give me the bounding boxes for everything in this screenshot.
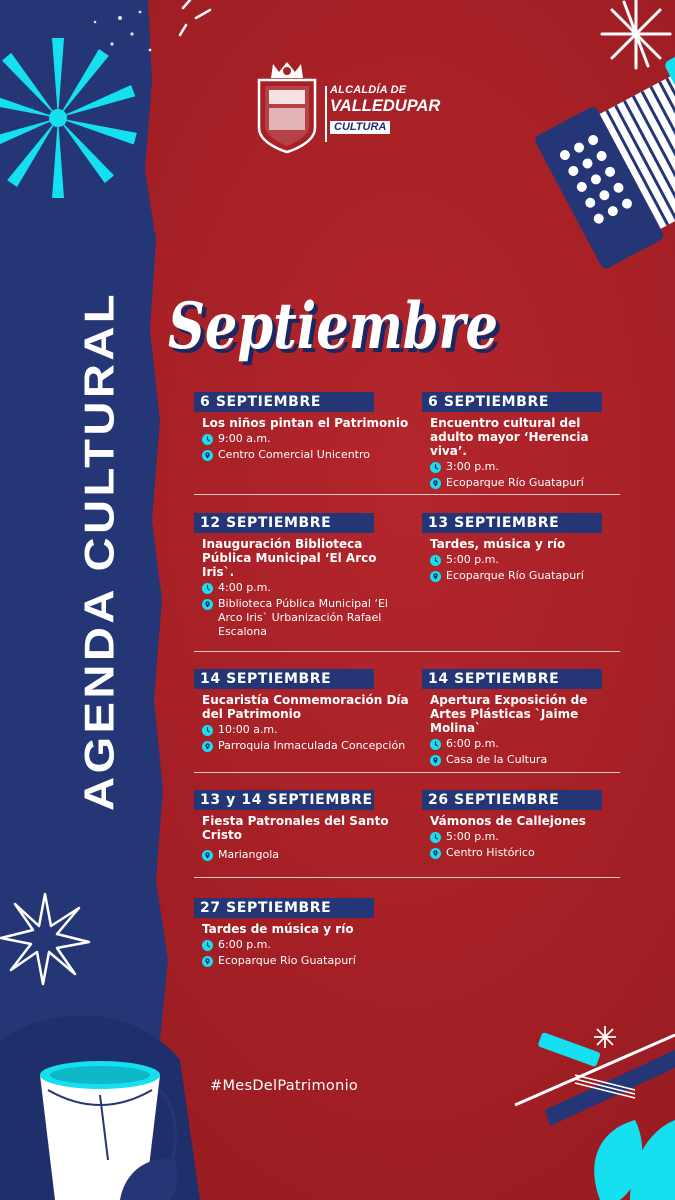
coat-of-arms-icon xyxy=(259,62,315,152)
event-time-row xyxy=(202,432,412,446)
svg-text:Septiembre: Septiembre xyxy=(168,289,498,364)
event-item xyxy=(194,898,412,968)
event-time-row xyxy=(202,938,412,952)
clock-icon xyxy=(202,940,213,951)
event-title: Fiesta Patronales del Santo Cristo xyxy=(202,814,389,842)
event-date: 13 y 14 SEPTIEMBRE xyxy=(194,790,374,810)
event-place: Centro Comercial Unicentro xyxy=(218,448,371,461)
event-time: 10:00 a.m. xyxy=(218,723,278,736)
event-place: Parroquia Inmaculada Concepción xyxy=(218,739,406,752)
clock-icon xyxy=(202,434,213,445)
event-item xyxy=(422,669,622,767)
event-item xyxy=(422,392,622,490)
guacharaca-icon xyxy=(515,1026,675,1126)
event-title: Los niños pintan el Patrimonio xyxy=(202,416,409,430)
event-time-row xyxy=(202,581,412,595)
divider xyxy=(194,494,620,495)
event-item xyxy=(194,669,412,753)
event-place-row xyxy=(430,569,622,583)
event-time-row xyxy=(202,723,412,737)
event-date: 12 SEPTIEMBRE xyxy=(194,513,374,533)
firework-icon xyxy=(602,0,670,68)
event-time: 3:00 p.m. xyxy=(446,460,499,473)
month-title xyxy=(168,270,508,380)
location-pin-icon xyxy=(202,850,213,861)
event-title: Tardes de música y río xyxy=(202,922,354,936)
event-item xyxy=(422,790,622,860)
event-date: 27 SEPTIEMBRE xyxy=(194,898,374,918)
event-place-row xyxy=(202,739,412,753)
event-date: 13 SEPTIEMBRE xyxy=(422,513,602,533)
clock-icon xyxy=(202,725,213,736)
hashtag: #MesDelPatrimonio xyxy=(210,1078,359,1094)
event-time: 6:00 p.m. xyxy=(218,938,271,951)
location-pin-icon xyxy=(430,571,441,582)
event-place-row xyxy=(202,597,412,639)
event-place-row xyxy=(430,753,622,767)
divider xyxy=(194,651,620,652)
divider xyxy=(194,877,620,878)
clock-icon xyxy=(430,832,441,843)
event-place: Ecoparque Río Guatapurí xyxy=(446,569,584,582)
location-pin-icon xyxy=(430,755,441,766)
side-title xyxy=(54,281,144,821)
svg-text:AGENDA CULTURAL: AGENDA CULTURAL xyxy=(75,348,123,811)
event-date: 14 SEPTIEMBRE xyxy=(194,669,374,689)
clock-icon xyxy=(430,555,441,566)
location-pin-icon xyxy=(202,599,213,610)
event-title: Tardes, música y río xyxy=(430,537,566,551)
event-time-row xyxy=(430,460,622,474)
event-place: Biblioteca Pública Municipal ‘El Arco Iris` Urbanización Rafael Escalona xyxy=(218,597,388,638)
event-item xyxy=(194,392,412,462)
event-item xyxy=(194,790,412,862)
svg-text:Septiembre: Septiembre xyxy=(172,293,502,368)
event-item xyxy=(422,513,622,583)
clock-icon xyxy=(430,462,441,473)
event-place: Ecoparque Rio Guatapurí xyxy=(218,954,356,967)
event-place: Mariangola xyxy=(218,848,280,861)
event-place-row xyxy=(202,954,412,968)
location-pin-icon xyxy=(202,956,213,967)
event-title: Vámonos de Callejones xyxy=(430,814,586,828)
event-time: 4:00 p.m. xyxy=(218,581,271,594)
event-time: 5:00 p.m. xyxy=(446,830,499,843)
event-place: Casa de la Cultura xyxy=(446,753,548,766)
event-date: 26 SEPTIEMBRE xyxy=(422,790,602,810)
event-place-row xyxy=(202,848,412,862)
accordion-icon xyxy=(531,36,675,275)
logo-line2: VALLEDUPAR xyxy=(330,97,441,115)
event-time-row xyxy=(430,553,622,567)
location-pin-icon xyxy=(430,848,441,859)
event-title: Inauguración Biblioteca Pública Municipal ‘El Arco Iris`. xyxy=(202,537,377,579)
location-pin-icon xyxy=(202,450,213,461)
event-time: 9:00 a.m. xyxy=(218,432,271,445)
event-date: 6 SEPTIEMBRE xyxy=(422,392,602,412)
event-place: Ecoparque Río Guatapurí xyxy=(446,476,584,489)
divider xyxy=(194,772,620,773)
logo-line3: CULTURA xyxy=(330,121,390,134)
event-time-row xyxy=(430,830,622,844)
event-title: Encuentro cultural del adulto mayor ‘Herencia viva’. xyxy=(430,416,589,458)
event-title: Apertura Exposición de Artes Plásticas `Jaime Molina` xyxy=(430,693,588,735)
event-date: 6 SEPTIEMBRE xyxy=(194,392,374,412)
event-time: 6:00 p.m. xyxy=(446,737,499,750)
event-place-row xyxy=(430,476,622,490)
location-pin-icon xyxy=(430,478,441,489)
clock-icon xyxy=(430,739,441,750)
event-place: Centro Histórico xyxy=(446,846,535,859)
event-date: 14 SEPTIEMBRE xyxy=(422,669,602,689)
event-item xyxy=(194,513,412,639)
location-pin-icon xyxy=(202,741,213,752)
event-time-row xyxy=(430,737,622,751)
logo-line1: ALCALDÍA DE xyxy=(330,84,407,96)
logo-text xyxy=(330,84,441,134)
event-place-row xyxy=(202,448,412,462)
event-place-row xyxy=(430,846,622,860)
clock-icon xyxy=(202,583,213,594)
event-title: Eucaristía Conmemoración Día del Patrimonio xyxy=(202,693,409,721)
leaf-decoration xyxy=(594,1120,675,1200)
event-time: 5:00 p.m. xyxy=(446,553,499,566)
